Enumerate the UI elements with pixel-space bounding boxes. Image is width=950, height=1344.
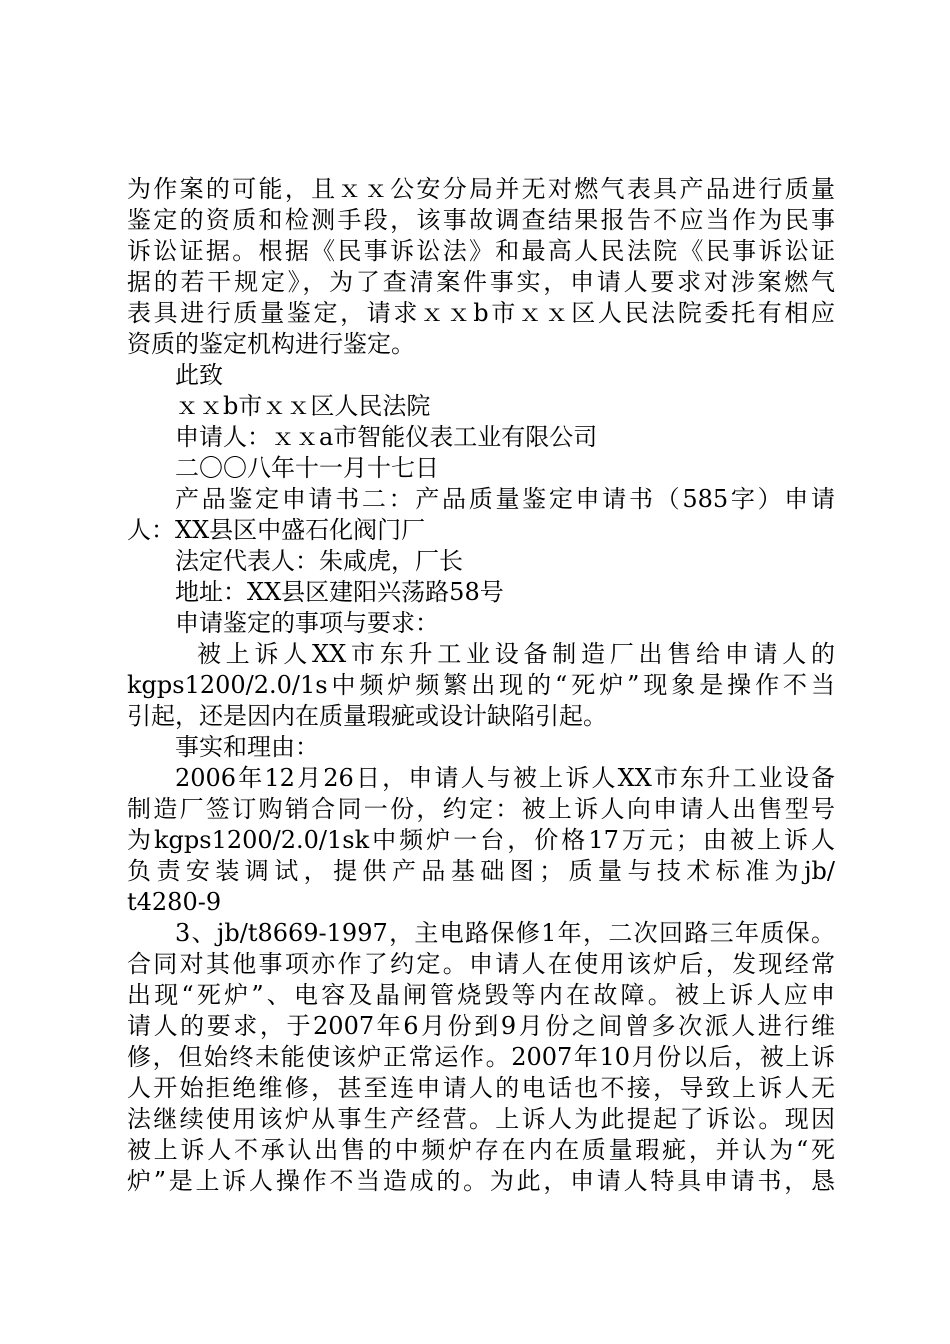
text-line: 出现“死炉”、电容及晶闸管烧毁等内在故障。被上诉人应申 [127,981,835,1009]
text-line: 资质的鉴定机构进行鉴定。 [127,330,415,358]
text-line: 法继续使用该炉从事生产经营。上诉人为此提起了诉讼。现因 [127,1105,835,1133]
text-line: 3、jb/t8669-1997，主电路保修1年，二次回路三年质保。 [175,919,835,947]
date: 二〇〇八年十一月十七日 [175,454,439,482]
text-line: 炉”是上诉人操作不当造成的。为此，申请人特具申请书，恳 [127,1167,835,1195]
text-line: 人开始拒绝维修，甚至连申请人的电话也不接，导致上诉人无 [127,1074,835,1102]
salutation: 此致 [175,361,223,389]
text-line: 负责安装调试，提供产品基础图；质量与技术标准为jb/ [127,857,835,885]
legal-representative: 法定代表人：朱咸虎，厂长 [175,547,463,575]
text-line: t4280-9 [127,888,222,916]
text-line: kgps1200/2.0/1s中频炉频繁出现的“死炉”现象是操作不当 [127,671,835,699]
text-line: 被上诉人XX市东升工业设备制造厂出售给申请人的 [197,640,835,668]
text-line: 表具进行质量鉴定，请求ｘｘb市ｘｘ区人民法院委托有相应 [127,299,835,327]
text-line: 修，但始终未能使该炉正常运作。2007年10月份以后，被上诉 [127,1043,835,1071]
text-line: 人：XX县区中盛石化阀门厂 [127,516,426,544]
section-heading: 事实和理由： [175,733,319,761]
addressee: ｘｘb市ｘｘ区人民法院 [175,392,431,420]
text-line: 合同对其他事项亦作了约定。申请人在使用该炉后，发现经常 [127,950,835,978]
text-line: 被上诉人不承认出售的中频炉存在内在质量瑕疵，并认为“死 [127,1136,835,1164]
text-line: 诉讼证据。根据《民事诉讼法》和最高人民法院《民事诉讼证 [127,237,835,265]
text-line: 据的若干规定》，为了查清案件事实，申请人要求对涉案燃气 [127,268,835,296]
text-line: 鉴定的资质和检测手段，该事故调查结果报告不应当作为民事 [127,206,835,234]
section-heading: 申请鉴定的事项与要求： [175,609,439,637]
text-line: 制造厂签订购销合同一份，约定：被上诉人向申请人出售型号 [127,795,835,823]
address: 地址：XX县区建阳兴荡路58号 [175,578,504,606]
text-line: 为kgps1200/2.0/1sk中频炉一台，价格17万元；由被上诉人 [127,826,835,854]
text-line: 引起，还是因内在质量瑕疵或设计缺陷引起。 [127,702,607,730]
document-body [127,174,835,1197]
applicant: 申请人：ｘｘa市智能仪表工业有限公司 [175,423,598,451]
text-line: 2006年12月26日，申请人与被上诉人XX市东升工业设备 [175,764,835,792]
text-line: 请人的要求，于2007年6月份到9月份之间曾多次派人进行维 [127,1012,835,1040]
text-line: 产品鉴定申请书二：产品质量鉴定申请书（585字）申请 [175,485,835,513]
text-line: 为作案的可能，且ｘｘ公安分局并无对燃气表具产品进行质量 [127,175,835,203]
